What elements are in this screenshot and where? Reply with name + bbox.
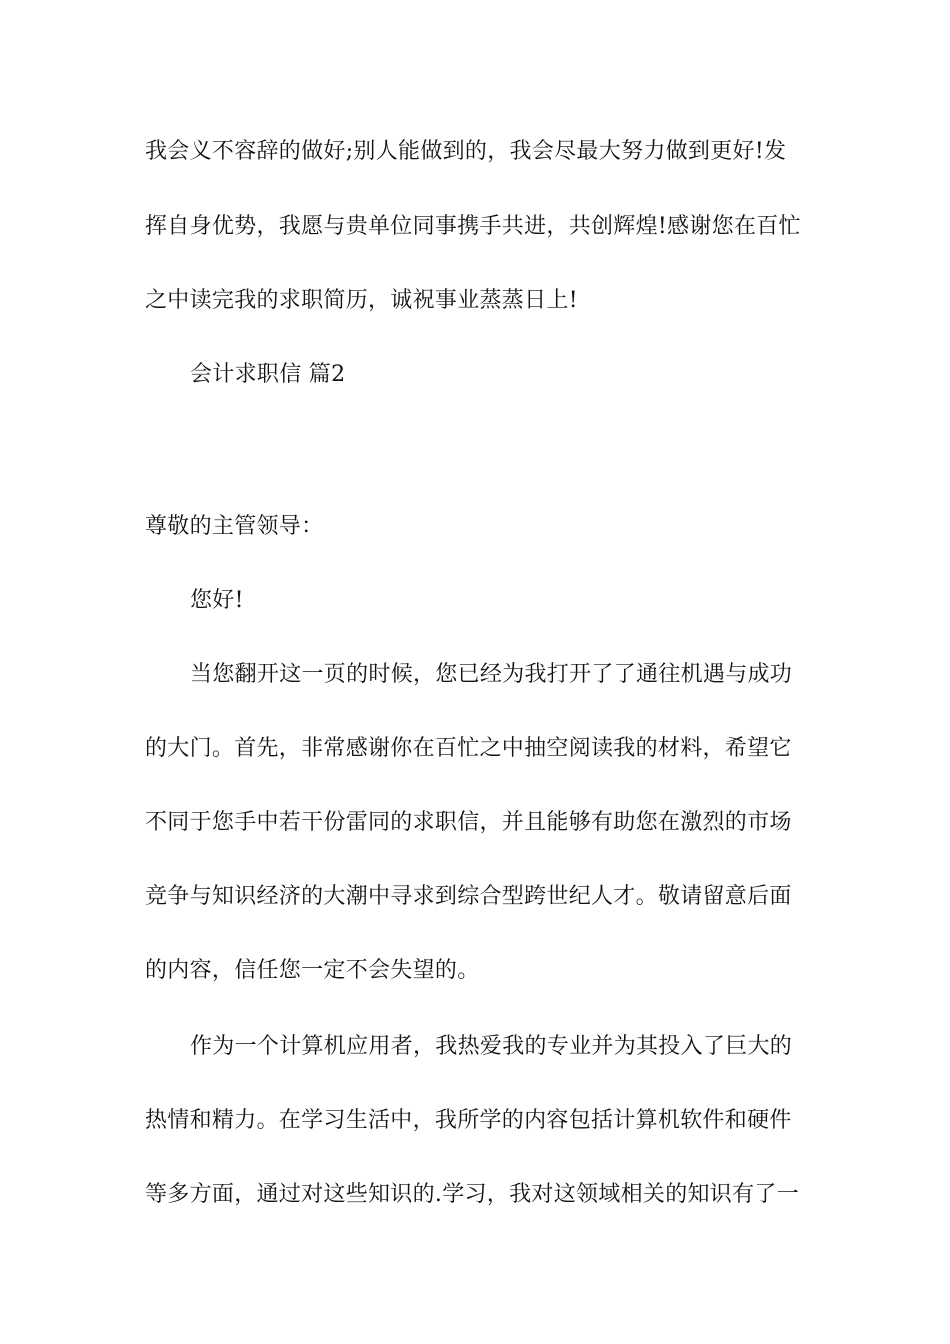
paragraph-line: 之中读完我的求职简历，诚祝事业蒸蒸日上! bbox=[145, 288, 578, 313]
paragraph-line: 热情和精力。在学习生活中，我所学的内容包括计算机软件和硬件 bbox=[145, 1108, 792, 1133]
paragraph-line: 挥自身优势，我愿与贵单位同事携手共进，共创辉煌!感谢您在百忙 bbox=[145, 214, 801, 239]
paragraph-line: 作为一个计算机应用者，我热爱我的专业并为其投入了巨大的 bbox=[190, 1034, 793, 1059]
paragraph-line: 当您翻开这一页的时候，您已经为我打开了了通往机遇与成功 bbox=[190, 662, 793, 687]
section-title: 会计求职信 篇2 bbox=[190, 362, 346, 387]
paragraph-line: 不同于您手中若干份雷同的求职信，并且能够有助您在激烈的市场 bbox=[145, 810, 792, 835]
paragraph-line: 等多方面，通过对这些知识的.学习，我对这领域相关的知识有了一 bbox=[145, 1182, 799, 1207]
paragraph-line: 我会义不容辞的做好;别人能做到的，我会尽最大努力做到更好!发 bbox=[145, 139, 787, 164]
paragraph-line: 的内容，信任您一定不会失望的。 bbox=[145, 958, 480, 983]
salutation: 尊敬的主管领导： bbox=[145, 514, 324, 539]
paragraph-line: 的大门。首先，非常感谢你在百忙之中抽空阅读我的材料，希望它 bbox=[145, 736, 792, 761]
paragraph-line: 竞争与知识经济的大潮中寻求到综合型跨世纪人才。敬请留意后面 bbox=[145, 884, 792, 909]
greeting: 您好! bbox=[190, 588, 244, 613]
